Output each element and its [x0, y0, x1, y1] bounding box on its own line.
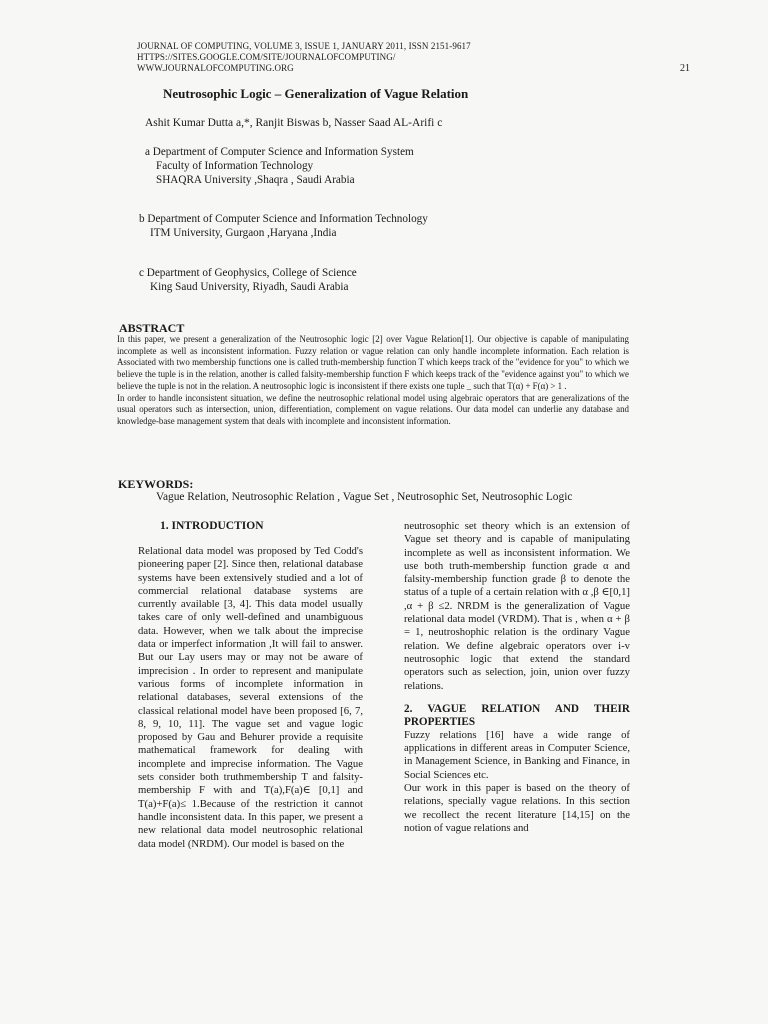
affiliation-a-line-2: Faculty of Information Technology [156, 160, 314, 172]
keywords-heading: KEYWORDS: [118, 477, 194, 491]
introduction-paragraph: Relational data model was proposed by Ted Codd's pioneering paper [2]. Since then, relational database systems have been extensively studied and a lot of commercial relational database systems are currently available [3, 4]. This data model usually takes care of only well-defined and unambiguous data. However, when we talk about the imprecise data or imperfect information ,It will fail to answer. But our Lay users may or may not be aware of imprecision . In order to represent and manipulate various forms of incomplete information in relational databases, several extensions of the classical relational model have been proposed [6, 7, 8, 9, 10, 11]. The vague set and vague logic proposed by Gau and Behurer provide a requisite mathematical framework for dealing with incomplete and imprecise information. The Vague sets consider both truthmembership T and falsity-membership F with and T(a),F(a)∈ [0,1] and T(a)+F(a)≤ 1.Because of the restriction it cannot handle inconsistent data. In this paper, we present a new relational data model neutrosophic relational data model (NRDM). Our model is based on the [138, 545, 363, 850]
author-list: Ashit Kumar Dutta a,*, Ranjit Biswas b, Nasser Saad AL-Arifi c [145, 117, 443, 129]
affiliation-c-line-2: King Saud University, Riyadh, Saudi Arabia [150, 281, 349, 293]
paper-title: Neutrosophic Logic – Generalization of Vague Relation [163, 86, 469, 101]
section-2-heading: 2. VAGUE RELATION AND THEIR PROPERTIES [404, 702, 630, 728]
section-1-heading: 1. INTRODUCTION [160, 520, 264, 532]
affiliation-c-line-1: c Department of Geophysics, College of Science [139, 267, 357, 279]
journal-header [137, 41, 471, 74]
abstract-heading: ABSTRACT [119, 321, 185, 335]
affiliation-a-line-3: SHAQRA University ,Shaqra , Saudi Arabia [156, 174, 355, 186]
abstract-paragraph-2: In order to handle inconsistent situation, we define the neutrosophic relational model using algebraic operators that are generalizations of the usual operators such as intersection, union, differentiation, complement on vague relations. Our data model can underlie any database and knowledge-base management system that deals with incomplete and inconsistent information. [117, 392, 629, 426]
affiliation-b-line-1: b Department of Computer Science and Information Technology [139, 213, 428, 225]
journal-header-line-1: JOURNAL OF COMPUTING, VOLUME 3, ISSUE 1, JANUARY 2011, ISSN 2151-9617 [137, 41, 471, 51]
right-column [404, 520, 630, 835]
abstract-body [117, 334, 629, 428]
affiliation-b-line-2: ITM University, Gurgaon ,Haryana ,India [150, 227, 337, 239]
introduction-continuation: neutrosophic set theory which is an extension of Vague set theory and is capable of manipulating incomplete as well as inconsistent information. We use both truth-membership function grade α and falsity-membership function grade β to denote the status of a tuple of a certain relation with α ,β ∈[0,1] ,α + β ≤2. NRDM is the generalization of Vague relational data model (VRDM). That is , when α + β = 1, neutroshophic relation is the ordinary Vague relation. We define algebraic operators over i-v neutrosophic logic that extend the standard operators such as selection, join, union over fuzzy relations. [404, 520, 630, 692]
affiliation-b [139, 212, 428, 240]
journal-header-line-2: HTTPS://SITES.GOOGLE.COM/SITE/JOURNALOFCOMPUTING/ [137, 52, 396, 62]
section-2-paragraph-2: Our work in this paper is based on the theory of relations, specially vague relations. In this section we recollect the recent literature [14,15] on the notion of vague relations and [404, 782, 630, 834]
abstract-paragraph-1: In this paper, we present a generalization of the Neutrosophic logic [2] over Vague Relation[1]. Our objective is capable of manipulating incomplete as well as inconsistent information. Fuzzy relation or vague relation can only handle incomplete information. Each relation is Associated with two membership functions one is called truth-membership function T which keeps track of the "evidence for you" to which we believe the tuple is in the relation, another is called falsity-membership function F which keeps track of the "evidence against you" to which we believe the tuple is not in the relation. A neutrosophic logic is inconsistent if there exists one tuple _ such that T(α) + F(α) > 1 . [117, 334, 629, 391]
affiliation-c [139, 266, 357, 294]
keywords-list: Vague Relation, Neutrosophic Relation , Vague Set , Neutrosophic Set, Neutrosophic Logic [156, 491, 573, 503]
affiliation-a-line-1: a Department of Computer Science and Information System [145, 146, 414, 158]
left-column [138, 545, 363, 851]
section-2-paragraph-1: Fuzzy relations [16] have a wide range of applications in different areas in Computer Science, in Management Science, in Banking and Finance, in Social Sciences etc. [404, 728, 630, 781]
page-number: 21 [680, 63, 690, 74]
journal-header-line-3: WWW.JOURNALOFCOMPUTING.ORG [137, 63, 294, 73]
affiliation-a [145, 145, 414, 187]
